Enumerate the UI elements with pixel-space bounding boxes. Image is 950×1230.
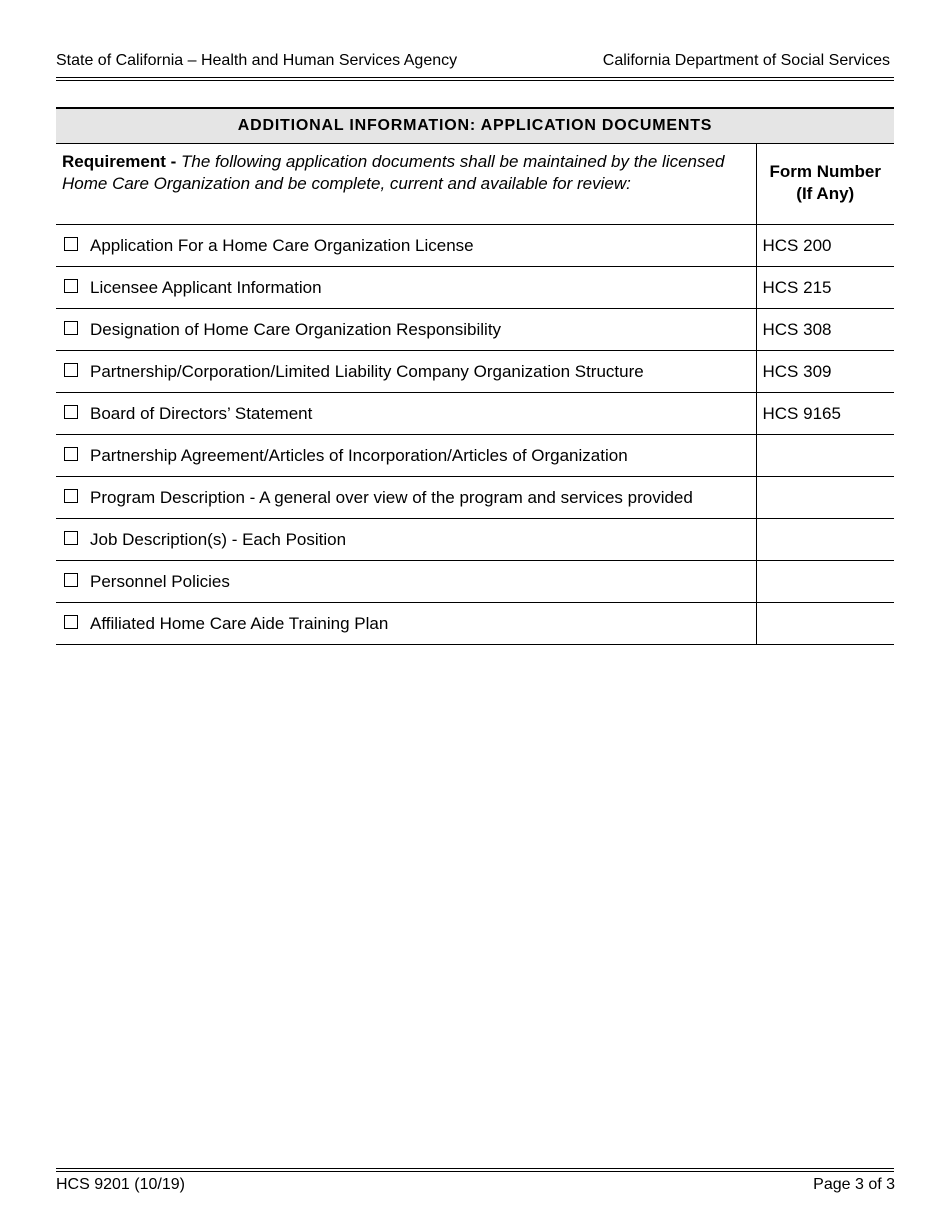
table-row xyxy=(56,603,894,645)
agency-name: State of California – Health and Human Services Agency xyxy=(56,52,458,69)
page-number: Page 3 of 3 xyxy=(813,1176,895,1193)
table-row xyxy=(56,309,894,351)
application-documents-table xyxy=(56,107,894,645)
checkbox[interactable] xyxy=(64,279,78,293)
form-number-header-line2: (If Any) xyxy=(796,184,855,203)
footer-rule-top xyxy=(56,1168,894,1169)
checkbox[interactable] xyxy=(64,531,78,545)
checkbox[interactable] xyxy=(64,363,78,377)
requirement-label: Requirement - xyxy=(62,152,177,171)
table-row xyxy=(56,267,894,309)
checkbox[interactable] xyxy=(64,321,78,335)
form-number-header-line1: Form Number xyxy=(769,162,881,181)
form-number: HCS 309 xyxy=(756,351,894,393)
table-title: ADDITIONAL INFORMATION: APPLICATION DOCUMENTS xyxy=(56,108,894,144)
document-label: Job Description(s) - Each Position xyxy=(90,529,347,549)
form-number: HCS 9165 xyxy=(756,393,894,435)
form-number xyxy=(756,519,894,561)
document-label: Affiliated Home Care Aide Training Plan xyxy=(90,613,389,633)
form-number: HCS 308 xyxy=(756,309,894,351)
document-label: Partnership/Corporation/Limited Liability Company Organization Structure xyxy=(90,361,644,381)
document-label: Designation of Home Care Organization Responsibility xyxy=(90,319,502,339)
form-number xyxy=(756,477,894,519)
form-number: HCS 215 xyxy=(756,267,894,309)
checkbox[interactable] xyxy=(64,573,78,587)
checkbox[interactable] xyxy=(64,615,78,629)
table-row xyxy=(56,519,894,561)
requirement-cell xyxy=(56,144,756,225)
footer-rule-bottom xyxy=(56,1171,894,1172)
requirement-text: The following application documents shall be maintained by the licensed Home Care Organization and be complete, current and available for review: xyxy=(62,152,725,193)
checkbox[interactable] xyxy=(64,405,78,419)
document-label: Program Description - A general over view of the program and services provided xyxy=(90,487,693,507)
document-label: Board of Directors’ Statement xyxy=(90,403,313,423)
table-row xyxy=(56,393,894,435)
table-row xyxy=(56,351,894,393)
form-number xyxy=(756,603,894,645)
department-name: California Department of Social Services xyxy=(602,52,890,69)
table-row xyxy=(56,435,894,477)
form-number: HCS 200 xyxy=(756,225,894,267)
form-number-header xyxy=(756,144,894,225)
document-label: Personnel Policies xyxy=(90,571,230,591)
checkbox[interactable] xyxy=(64,489,78,503)
document-label: Partnership Agreement/Articles of Incorporation/Articles of Organization xyxy=(90,445,628,465)
form-number xyxy=(756,561,894,603)
table-row xyxy=(56,561,894,603)
form-number xyxy=(756,435,894,477)
header-rule-bottom xyxy=(56,80,894,81)
document-label: Application For a Home Care Organization License xyxy=(90,235,474,255)
checkbox[interactable] xyxy=(64,237,78,251)
table-row xyxy=(56,225,894,267)
form-id: HCS 9201 (10/19) xyxy=(56,1176,185,1193)
table-row xyxy=(56,477,894,519)
document-label: Licensee Applicant Information xyxy=(90,277,322,297)
page-header xyxy=(56,52,894,72)
checkbox[interactable] xyxy=(64,447,78,461)
header-rule-top xyxy=(56,77,894,78)
